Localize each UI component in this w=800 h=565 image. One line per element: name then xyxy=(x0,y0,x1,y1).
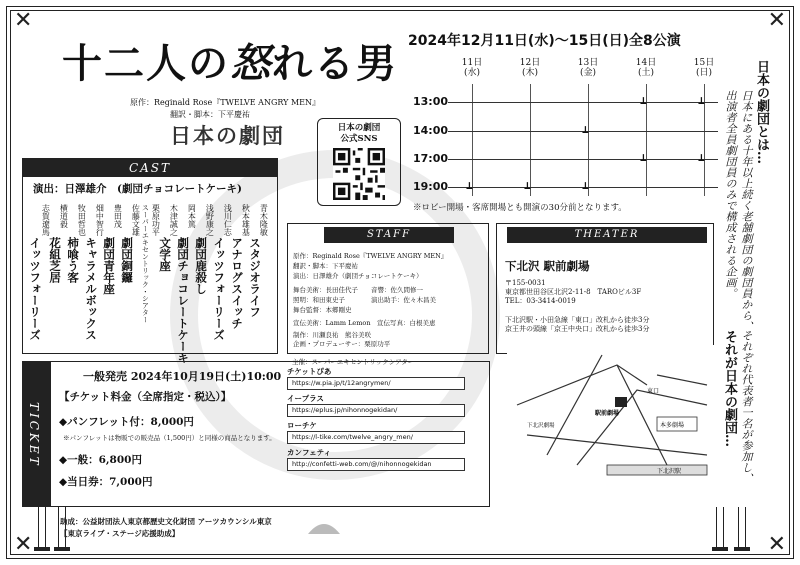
corner-ornament-icon: ✕ xyxy=(14,532,33,557)
staff-line: 舞台監督：本郷剛史 xyxy=(293,306,352,314)
schedule-time: 14:00 xyxy=(413,124,449,137)
map-label: 下北沢劇場 xyxy=(527,423,555,429)
schedule-day: 15日 (日) xyxy=(693,58,715,79)
performance-mark: ⊥ xyxy=(582,179,588,192)
pillar-ornament xyxy=(38,507,46,549)
corner-ornament-icon: ✕ xyxy=(767,8,786,33)
actor-company: 花組芝居 xyxy=(48,237,63,283)
pillar-ornament xyxy=(716,507,724,549)
price-note: ※パンフレットは物販での販売品（1,500円）と同様の商品となります。 xyxy=(63,434,276,442)
performance-mark: ⊥ xyxy=(524,179,530,192)
actor-name: 横道毅 xyxy=(59,204,69,228)
staff-section xyxy=(287,223,489,354)
actor-name: 栗原功平 xyxy=(151,204,161,236)
theater-access: 下北沢駅・小田急線「東口」改札から徒歩3分 xyxy=(505,316,650,324)
performance-mark: ⊥ xyxy=(582,123,588,136)
price-heading: 【チケット料金（全席指定・税込）】 xyxy=(59,391,232,403)
staff-line: 企画・プロデューサー：栗原功平 xyxy=(293,340,391,348)
actor-company: 文学座 xyxy=(158,237,173,272)
actor-company: スタジオライフ xyxy=(248,237,263,318)
actor-company: キャラメルボックス xyxy=(84,237,99,341)
theater-name: 下北沢 駅前劇場 xyxy=(505,259,590,273)
staff-line: 宣伝美術：Lamm Lemon 宣伝写真：白根美恵 xyxy=(293,319,436,327)
performance-mark: ⊥ xyxy=(698,94,704,107)
theater-address: 東京都世田谷区北沢2-11-8 TAROビル3F xyxy=(505,288,642,296)
staff-line: 舞台美術：長田佳代子 音響：佐久間修一 xyxy=(293,286,423,294)
qr-code-icon[interactable] xyxy=(333,148,385,200)
theater-access: 京王井の頭線「京王中央口」改札から徒歩3分 xyxy=(505,325,650,333)
pillar-ornament xyxy=(54,547,70,551)
original-credit: 原作：Reginald Rose『TWELVE ANGRY MEN』 xyxy=(130,98,320,107)
pillar-ornament xyxy=(34,547,50,551)
actor-company: イッツフォーリーズ xyxy=(28,237,43,341)
playguide-url[interactable]: https://w.pia.jp/t/12angrymen/ xyxy=(287,377,465,390)
map-label: 下北沢駅 xyxy=(657,468,682,475)
cast-heading: CAST xyxy=(23,159,277,177)
area-map xyxy=(507,345,715,493)
pillar-ornament xyxy=(712,547,728,551)
actor-name: 佐藤文雄 xyxy=(131,204,141,236)
theater-section xyxy=(496,223,714,354)
schedule-day: 14日 (土) xyxy=(635,58,657,79)
support-credit: 助成：公益財団法人東京都歴史文化財団 アーツカウンシル東京 xyxy=(60,517,272,526)
actor-name: 畑中智行 xyxy=(95,204,105,236)
actor-company: アナログスイッチ xyxy=(230,237,245,329)
schedule-time: 19:00 xyxy=(413,180,449,193)
actor-name: 秋本雄基 xyxy=(241,204,251,236)
staff-line: 照明：和田東史子 演出助手：佐々木昌美 xyxy=(293,296,436,304)
theater-postal: 〒155-0031 xyxy=(505,279,546,287)
ticket-tag: TICKET xyxy=(23,362,51,506)
side-text: 日本にある十年以上続く老舗劇団の劇団員から、 xyxy=(740,90,753,332)
pillar-ornament xyxy=(734,547,750,551)
actor-company: 劇団チョコレートケーキ xyxy=(176,237,191,364)
performance-dates: 2024年12月11日(水)〜15日(日)全8公演 xyxy=(408,33,681,49)
theater-heading: THEATER xyxy=(507,227,707,243)
playguide-url[interactable]: https://l-tike.com/twelve_angry_men/ xyxy=(287,431,465,444)
map-label: 駅前劇場 xyxy=(595,410,620,417)
actor-name: 岡本篤 xyxy=(187,204,197,228)
playguide-name: イープラス xyxy=(287,394,324,403)
actor-name: 青木隆敏 xyxy=(259,204,269,236)
actor-name: 浅野康之 xyxy=(205,204,215,236)
playguide-name: チケットぴあ xyxy=(287,367,332,376)
actor-company: スーパーエキセントリック・シアター xyxy=(141,204,150,323)
playguide-url[interactable]: https://eplus.jp/nihonnogekidan/ xyxy=(287,404,465,417)
schedule-day: 12日 (木) xyxy=(519,58,541,79)
adaptation-credit: 翻訳・脚本：下平慶祐 xyxy=(170,110,250,119)
pillar-ornament xyxy=(58,507,66,549)
actor-name: 浅川仁志 xyxy=(223,204,233,236)
performance-mark: ⊥ xyxy=(640,151,646,164)
staff-line: 制作：川瀬良祐 熊谷美咲 xyxy=(293,331,371,339)
actor-company: 柿喰う客 xyxy=(66,237,81,283)
actor-company: 劇団鹿殺し xyxy=(194,237,209,295)
side-text: それぞれ代表者一名が参加し、 xyxy=(740,330,753,484)
playguide-name: カンフェティ xyxy=(287,448,332,457)
map-label: 本多劇場 xyxy=(660,422,685,429)
corner-ornament-icon: ✕ xyxy=(767,532,786,557)
playguide-name: ローチケ xyxy=(287,421,317,430)
staff-line: 翻訳・脚本：下平慶祐 xyxy=(293,262,358,270)
director-credit: 演出：日澤雄介 (劇団チョコレートケーキ) xyxy=(33,183,242,195)
theater-tel: TEL：03-3414-0019 xyxy=(505,297,576,305)
support-credit: 【東京ライブ・ステージ応援助成】 xyxy=(60,529,180,538)
corner-ornament-icon: ✕ xyxy=(14,8,33,33)
side-closing: それが日本の劇団… xyxy=(722,330,737,447)
ticket-sale-date: 一般発売 2024年10月19日(土)10:00 xyxy=(83,370,282,383)
performance-mark: ⊥ xyxy=(466,179,472,192)
performance-mark: ⊥ xyxy=(640,94,646,107)
schedule-day: 11日 (水) xyxy=(461,58,483,79)
schedule-day: 13日 (金) xyxy=(577,58,599,79)
arts-council-logo-icon xyxy=(304,514,344,536)
actor-company: 劇団青年座 xyxy=(102,237,117,295)
sns-box xyxy=(317,118,401,206)
map-label: 東口 xyxy=(647,388,660,395)
actor-company: イッツフォーリーズ xyxy=(212,237,227,341)
staff-line: 原作：Reginald Rose『TWELVE ANGRY MEN』 xyxy=(293,252,448,260)
staff-heading: STAFF xyxy=(324,227,454,243)
playguide-url[interactable]: http://confetti-web.com/@/nihonnogekidan xyxy=(287,458,465,471)
cast-section xyxy=(22,158,278,364)
actor-name: 木津誠之 xyxy=(169,204,179,236)
actor-company: 劇団銅鑼 xyxy=(120,237,135,283)
company-logo: 日本の劇団 xyxy=(170,123,285,148)
actor-name: 志賀遼馬 xyxy=(41,204,51,236)
sns-title: 日本の劇団 公式SNS xyxy=(337,123,381,144)
organizer-credit: 主催：スーパーエキセントリックシアター xyxy=(292,358,415,366)
actor-name: 牧田哲也 xyxy=(77,204,87,236)
schedule-note: ※ロビー開場・客席開場とも開演の30分前となります。 xyxy=(413,203,627,213)
price-item: ◆当日券：7,000円 xyxy=(59,476,153,488)
actor-name: 豊田茂 xyxy=(113,204,123,228)
schedule-time: 13:00 xyxy=(413,95,449,108)
staff-line: 演出：日澤雄介（劇団チョコレートケーキ） xyxy=(293,272,423,280)
pillar-ornament xyxy=(738,507,746,549)
price-item: ◆パンフレット付：8,000円 xyxy=(59,416,194,428)
performance-mark: ⊥ xyxy=(698,151,704,164)
schedule-time: 17:00 xyxy=(413,152,449,165)
price-item: ◆一般：6,800円 xyxy=(59,454,142,466)
play-title: 十二人の怒れる男 xyxy=(62,40,398,87)
side-text: 出演者全員劇団員のみで構成される企画。 xyxy=(724,90,737,299)
side-title: 日本の劇団とは… xyxy=(754,60,769,164)
